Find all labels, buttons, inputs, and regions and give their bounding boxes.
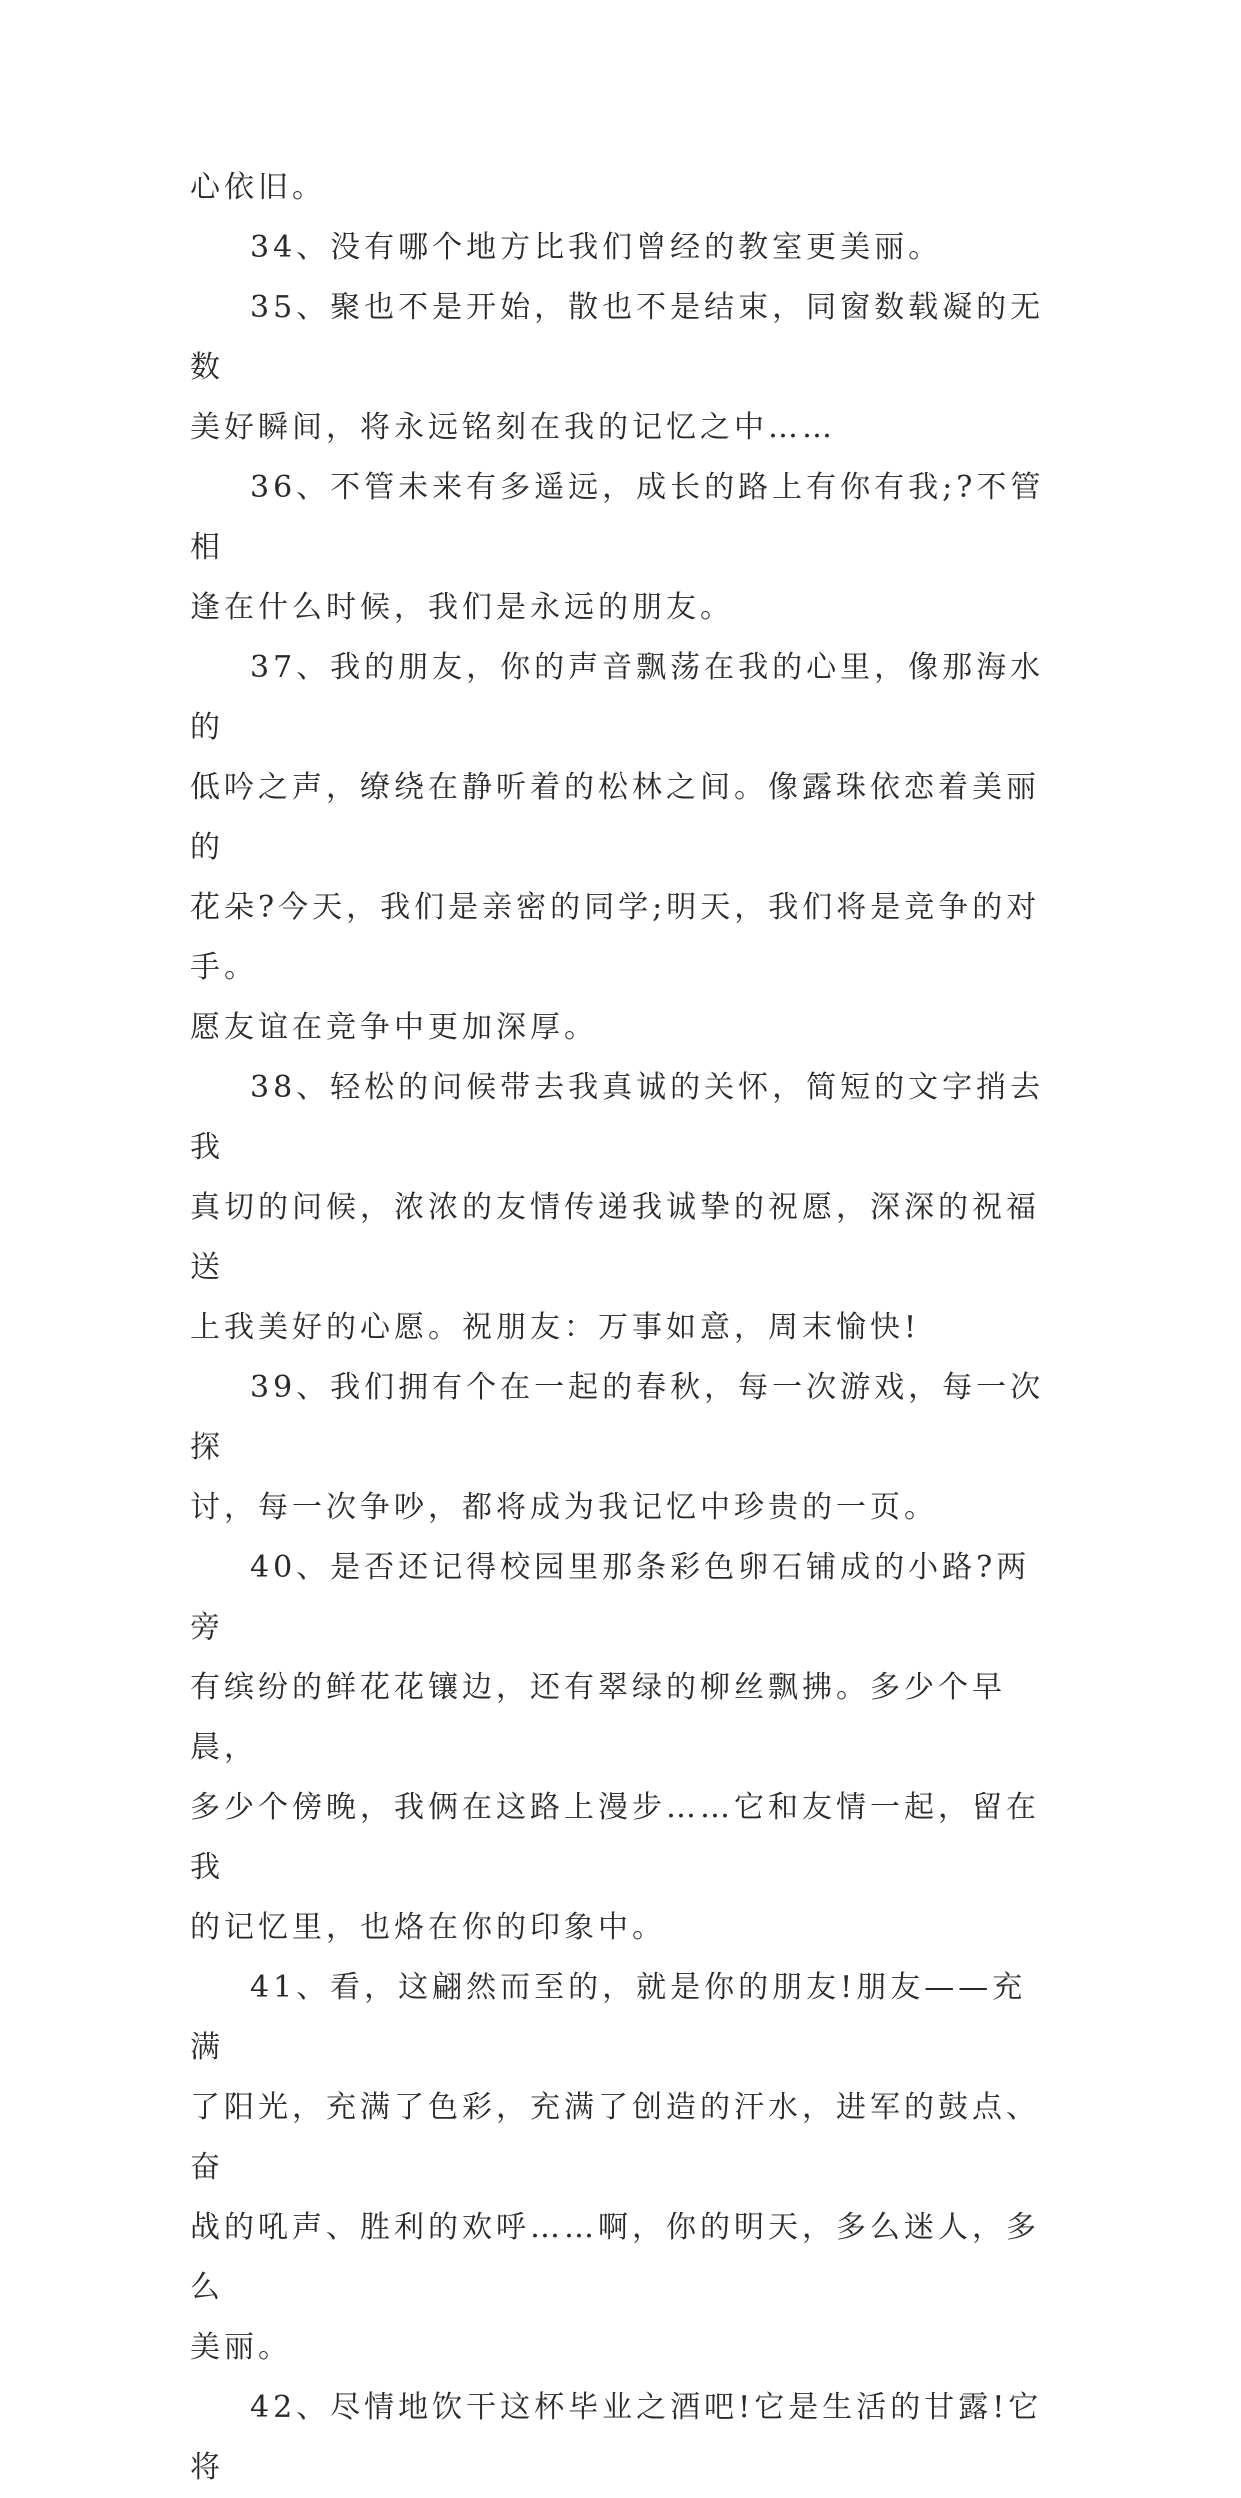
paragraph-36: 36、不管未来有多遥远，成长的路上有你有我;?不管相 逢在什么时候，我们是永远的朋友。 <box>190 470 1045 625</box>
paragraph-41: 41、看，这翩然而至的，就是你的朋友!朋友——充满 了阳光，充满了色彩，充满了创造的汗水，进军的鼓点、奋 战的吼声、胜利的欢呼……啊，你的明天，多么迷人，多么 美丽。 <box>190 1970 1040 2365</box>
paragraph-37: 37、我的朋友，你的声音飘荡在我的心里，像那海水的 低吟之声，缭绕在静听着的松林之间。像露珠依恋着美丽的 花朵?今天，我们是亲密的同学;明天，我们将是竞争的对手。 愿友谊在竞争中更加深厚。 <box>190 650 1045 1045</box>
paragraph-42: 42、尽情地饮干这杯毕业之酒吧!它是生活的甘露!它将 <box>190 2390 1043 2485</box>
paragraph-continuation: 心依旧。 <box>190 170 326 205</box>
paragraph-39: 39、我们拥有个在一起的春秋，每一次游戏，每一次探 讨，每一次争吵，都将成为我记忆中珍贵的一页。 <box>190 1370 1045 1525</box>
paragraph-35: 35、聚也不是开始，散也不是结束，同窗数载凝的无数 美好瞬间，将永远铭刻在我的记忆之中…… <box>190 290 1045 445</box>
paragraph-40: 40、是否还记得校园里那条彩色卵石铺成的小路?两旁 有缤纷的鲜花花镶边，还有翠绿的柳丝飘拂。多少个早晨， 多少个傍晚，我俩在这路上漫步……它和友情一起，留在我 的记忆里，也烙在你的印象中。 <box>190 1550 1040 1945</box>
document-body <box>190 158 1050 2498</box>
paragraph-38: 38、轻松的问候带去我真诚的关怀，简短的文字捎去我 真切的问候，浓浓的友情传递我诚挚的祝愿，深深的祝福送 上我美好的心愿。祝朋友：万事如意，周末愉快! <box>190 1070 1045 1345</box>
paragraph-34: 34、没有哪个地方比我们曾经的教室更美丽。 <box>250 230 943 265</box>
